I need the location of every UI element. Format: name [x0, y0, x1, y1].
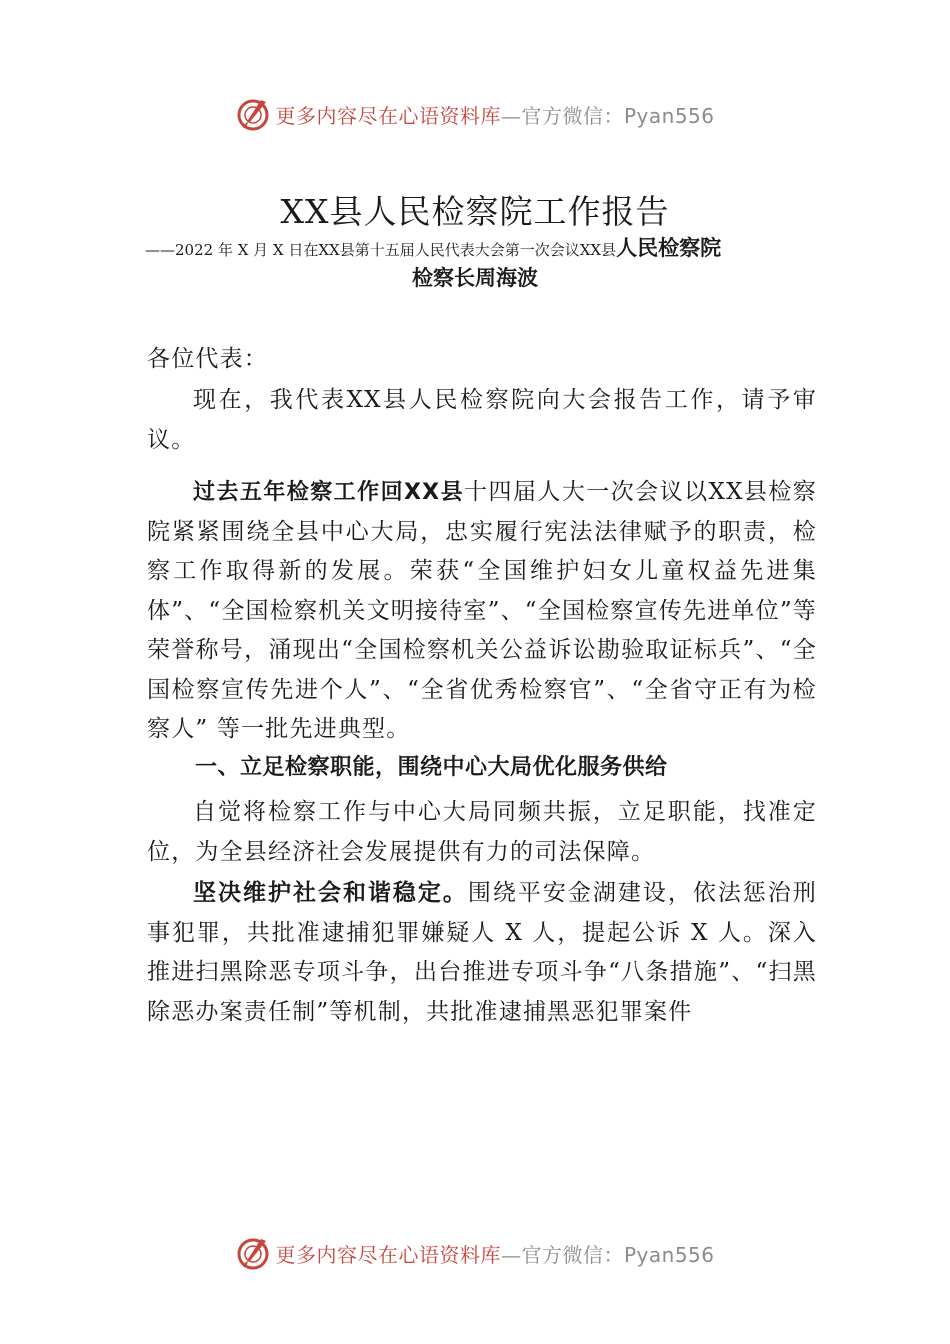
watermark-wechat-id: Pyan556 [623, 1242, 715, 1267]
subtitle-bold: 人民检察院 [616, 235, 722, 260]
watermark-text-red: 更多内容尽在心语资料库 [275, 103, 501, 128]
review-lead: 过去五年检察工作回XX县 [193, 480, 465, 505]
review-paragraph [147, 473, 817, 750]
stability-body: 围绕平安金湖建设，依法惩治刑事犯罪，共批准逮捕犯罪嫌疑人 X 人，提起公诉 X 人。深入推进扫黑除恶专项斗争，出台推进专项斗争“八条措施”、“扫黑除恶办案责任制”等机制，共批准逮捕黑恶犯罪案件 [147, 880, 817, 1025]
watermark-banner-top [0, 94, 950, 134]
greeting: 各位代表： [147, 346, 268, 372]
watermark-text [275, 100, 714, 129]
quill-logo-icon [235, 96, 271, 132]
document-author: 检察长周海波 [412, 265, 538, 290]
intro-paragraph: 现在，我代表XX县人民检察院向大会报告工作，请予审议。 [147, 387, 817, 453]
section-1-paragraph: 自觉将检察工作与中心大局同频共振，立足职能，找准定位，为全县经济社会发展提供有力的司法保障。 [147, 799, 817, 865]
watermark-text-red: 更多内容尽在心语资料库 [275, 1242, 501, 1267]
document-title: XX县人民检察院工作报告 [280, 192, 670, 231]
watermark-wechat-id: Pyan556 [623, 103, 715, 128]
quill-logo-icon [235, 1235, 271, 1271]
section-heading-1: 一、立足检察职能，围绕中心大局优化服务供给 [195, 755, 668, 780]
watermark-banner-bottom [0, 1233, 950, 1273]
document-subtitle [145, 232, 815, 262]
watermark-text-gray: —官方微信： [500, 1242, 624, 1267]
review-body: 十四届人大一次会议以XX县检察院紧紧围绕全县中心大局，忠实履行宪法法律赋予的职责，检察工作取得新的发展。荣获“全国维护妇女儿童权益先进集体”、“全国检察机关文明接待室”、“全国检察宣传先进单位”等荣誉称号，涌现出“全国检察机关公益诉讼勘验取证标兵”、“全国检察宣传先进个人”、“全省优秀检察官”、“全省守正有为检察人” 等一批先进典型。 [147, 479, 818, 742]
stability-paragraph [147, 873, 817, 1032]
watermark-text-gray: —官方微信： [500, 103, 624, 128]
watermark-text [275, 1239, 714, 1268]
subtitle-prefix: ——2022 年 X 月 X 日在XX县第十五届人民代表大会第一次会议XX县 [145, 241, 617, 259]
stability-lead: 坚决维护社会和谐稳定。 [193, 879, 468, 906]
